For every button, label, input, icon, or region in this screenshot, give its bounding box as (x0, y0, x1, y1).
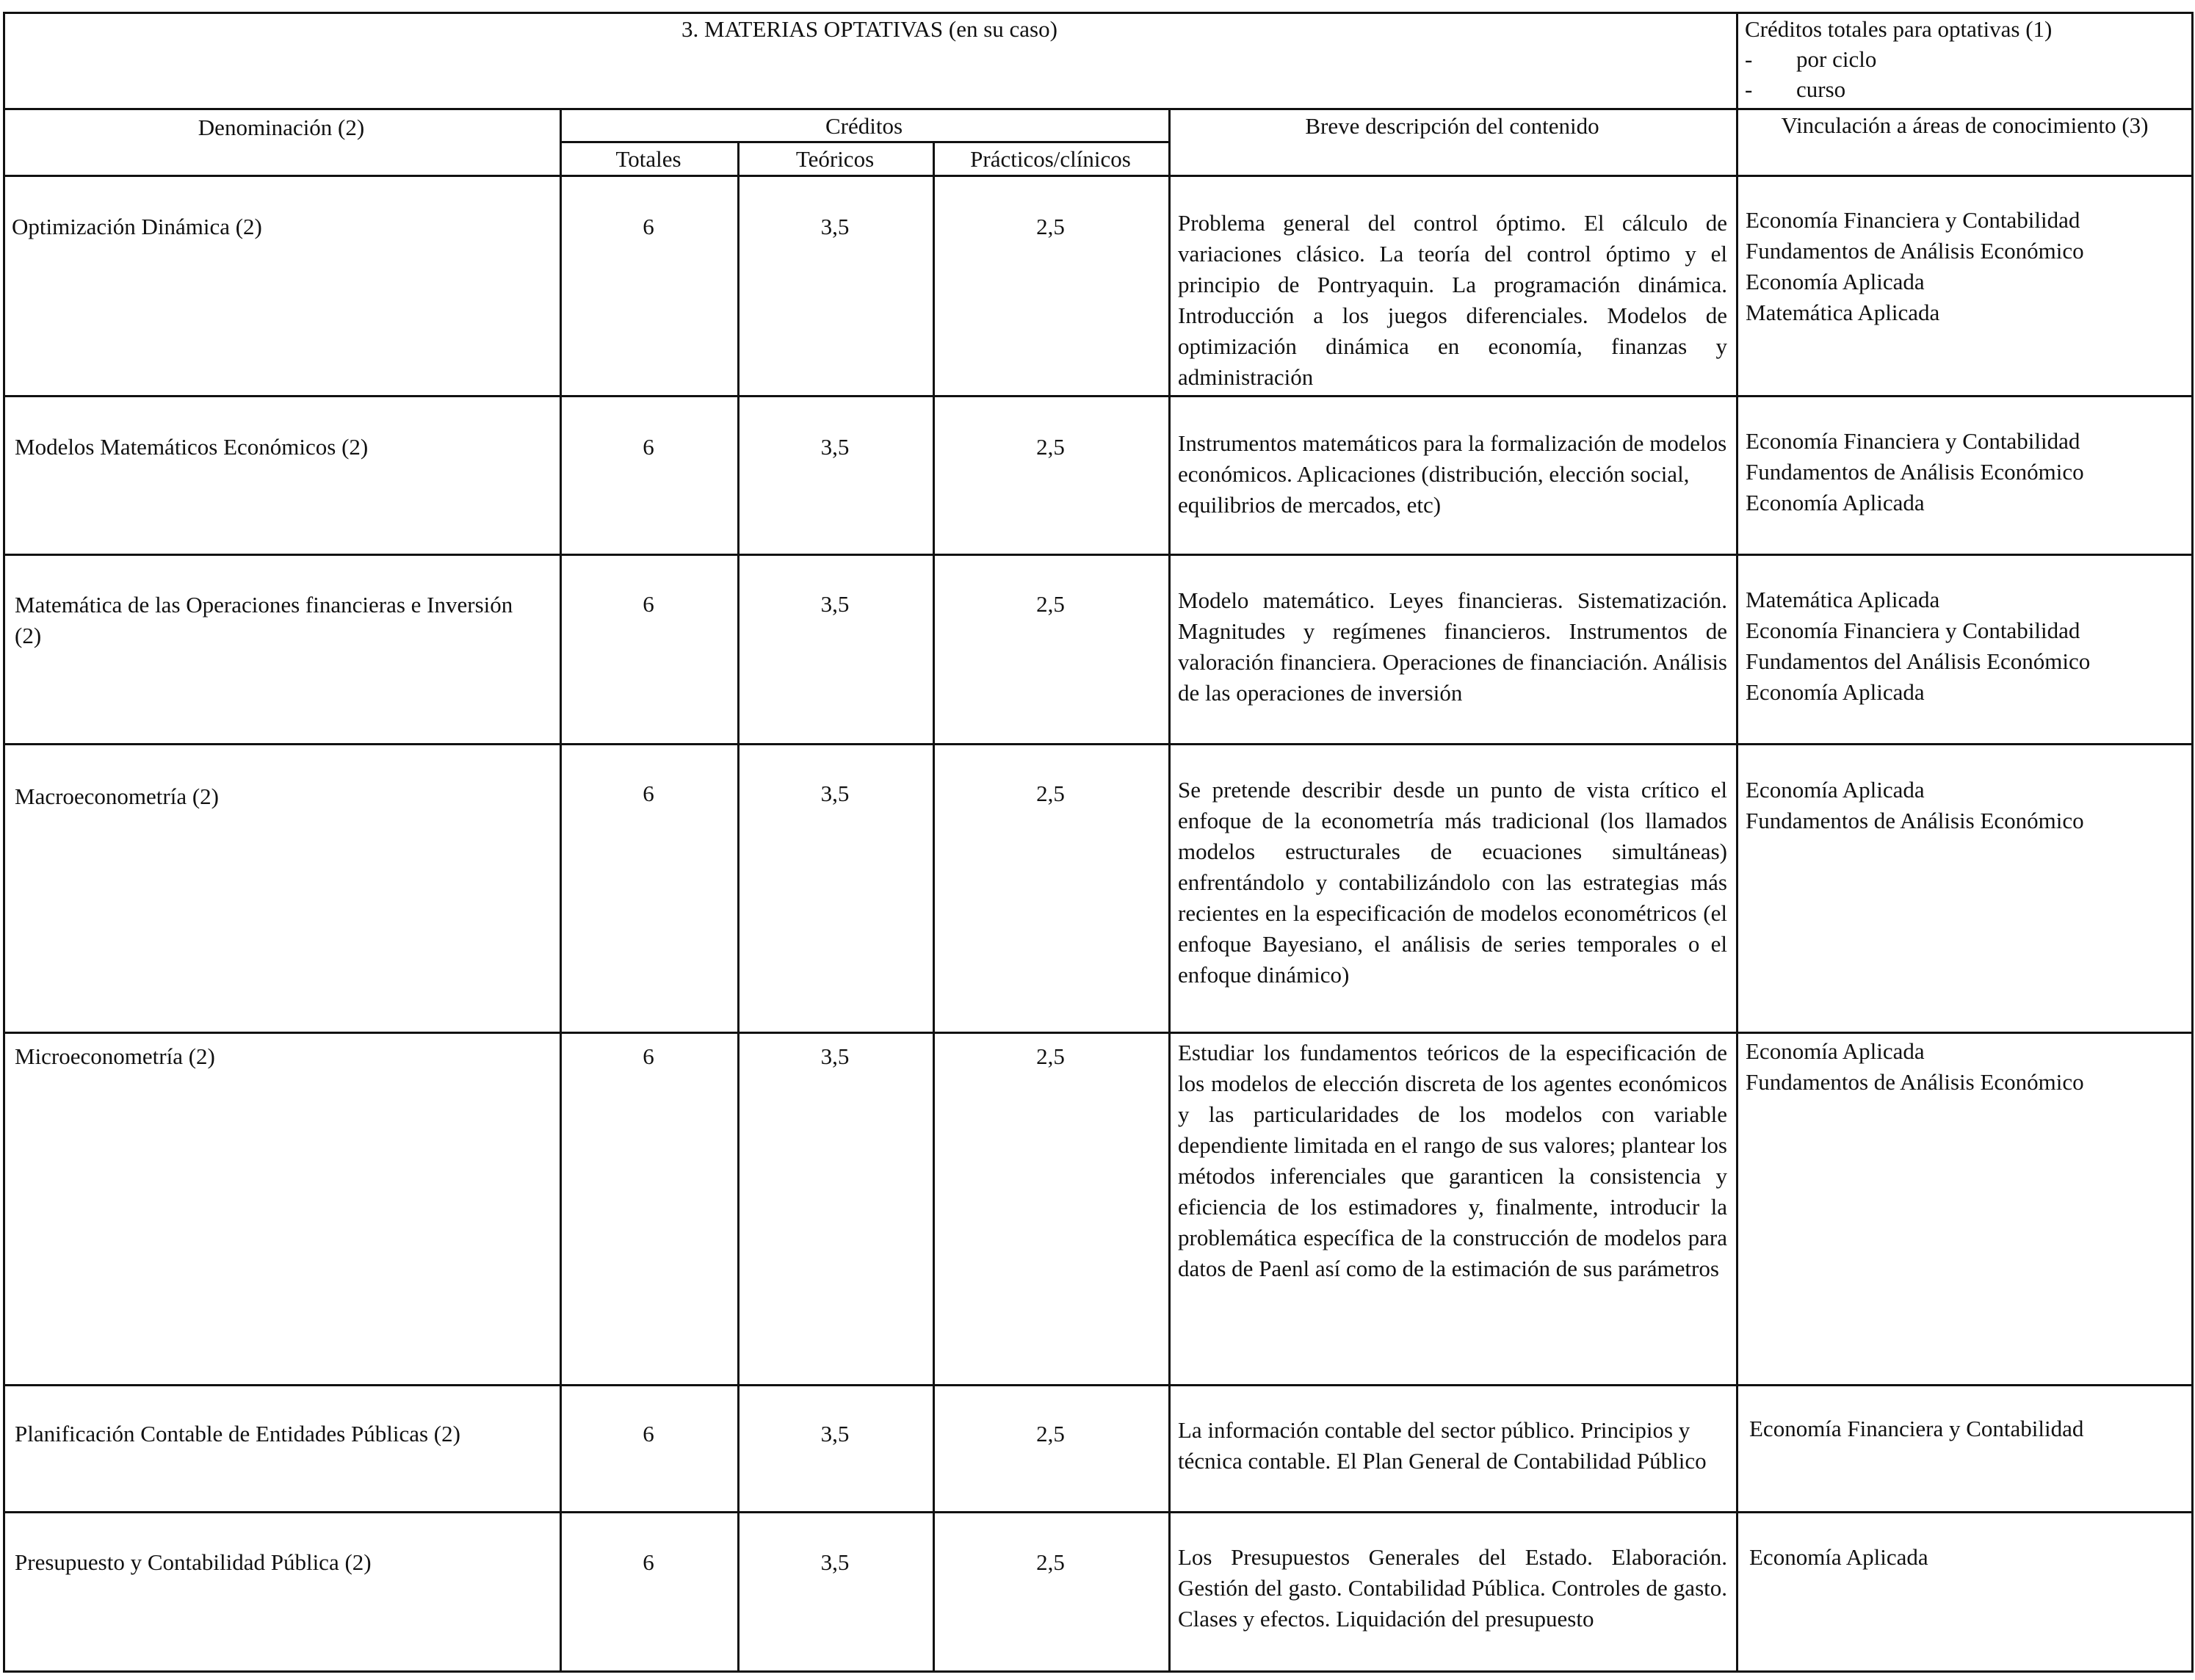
col-descripcion: Breve descripción del contenido (1305, 113, 1599, 139)
credits-item-label: curso (1796, 76, 1846, 102)
subject-name: Planificación Contable de Entidades Públicas (2) (15, 1421, 460, 1447)
area-item: Fundamentos de Análisis Económico (1746, 1069, 2084, 1095)
subject-name: Macroeconometría (2) (15, 783, 220, 809)
credits-item-por-ciclo (1745, 44, 1876, 75)
col-practicos: Prácticos/clínicos (970, 146, 1131, 172)
subject-description: Problema general del control óptimo. El cálculo de variaciones clásico. La teoría del control óptimo y el principio de Pontryaquin. La programación dinámica. Introducción a los juegos diferenciales. Modelos de optimización dinámica en economía, finanzas y administración (1178, 210, 1727, 390)
rule (1168, 108, 1171, 1673)
area-item: Fundamentos de Análisis Económico (1746, 808, 2084, 833)
area-item: Fundamentos de Análisis Económico (1746, 459, 2084, 485)
area-item: Economía Financiera y Contabilidad (1746, 428, 2080, 454)
credits-teoricos: 3,5 (820, 1549, 850, 1575)
dash: - (1745, 76, 1753, 102)
rule (3, 175, 2194, 177)
credits-practicos: 2,5 (1036, 1421, 1065, 1447)
credits-practicos: 2,5 (1036, 434, 1065, 460)
subject-description: La información contable del sector público. Principios y técnica contable. El Plan General de Contabilidad Público (1178, 1417, 1707, 1474)
credits-totales: 6 (643, 1421, 654, 1447)
area-item: Economía Aplicada (1746, 269, 1925, 294)
credits-practicos: 2,5 (1036, 1549, 1065, 1575)
subject-description: Estudiar los fundamentos teóricos de la especificación de los modelos de elección discreta de los agentes económicos y las particularidades de los modelos con variable dependiente limitada en el rango de sus valores; plantear los métodos inferenciales que garanticen la consistencia y eficiencia de los estimadores y, finalmente, introducir la problemática específica de la construcción de modelos para datos de Paenl así como de la estimación de sus parámetros (1178, 1040, 1727, 1281)
col-totales: Totales (615, 146, 681, 172)
section-title: 3. MATERIAS OPTATIVAS (en su caso) (681, 16, 1057, 42)
subject-description: Los Presupuestos Generales del Estado. Elaboración. Gestión del gasto. Contabilidad Pública. Controles de gasto. Clases y efectos. Liquidación del presupuesto (1178, 1544, 1727, 1632)
area-item: Matemática Aplicada (1746, 300, 1940, 325)
rule (3, 108, 2194, 110)
subject-name: Matemática de las Operaciones financieras e Inversión (2) (15, 592, 513, 648)
area-item: Economía Financiera y Contabilidad (1749, 1416, 2084, 1441)
subject-name: Microeconometría (2) (15, 1043, 215, 1069)
dash: - (1745, 46, 1753, 72)
col-teoricos: Teóricos (795, 146, 875, 172)
rule (3, 1384, 2194, 1386)
subject-description: Se pretende describir desde un punto de vista crítico el enfoque de la econometría más tradicional (los llamados modelos estructurales de ecuaciones simultáneas) enfrentándolo y contabilizándolo con las estrategias más recientes en la especificación de modelos econométricos (el enfoque Bayesiano, el análisis de series temporales o el enfoque dinámico) (1178, 777, 1727, 988)
rule (3, 1511, 2194, 1513)
credits-item-curso (1745, 74, 1845, 105)
credits-practicos: 2,5 (1036, 591, 1065, 617)
area-item: Economía Financiera y Contabilidad (1746, 207, 2080, 233)
credits-teoricos: 3,5 (820, 781, 850, 806)
credits-teoricos: 3,5 (820, 591, 850, 617)
credits-item-label: por ciclo (1796, 46, 1877, 72)
area-item: Fundamentos de Análisis Económico (1746, 238, 2084, 264)
credits-totales: 6 (643, 434, 654, 460)
col-vinculacion: Vinculación a áreas de conocimiento (3) (1781, 112, 2149, 138)
area-item: Matemática Aplicada (1746, 587, 1940, 612)
rule (3, 395, 2194, 397)
credits-total-label: Créditos totales para optativas (1) (1745, 16, 2053, 42)
rule (1736, 12, 1738, 1673)
subject-description: Instrumentos matemáticos para la formalización de modelos económicos. Aplicaciones (distribución, elección social, equilibrios de mercados, etc) (1178, 430, 1727, 518)
subject-name: Modelos Matemáticos Económicos (2) (15, 434, 369, 460)
area-item: Fundamentos del Análisis Económico (1746, 648, 2091, 674)
area-item: Economía Aplicada (1746, 490, 1925, 515)
rule (3, 12, 5, 1673)
credits-totales: 6 (643, 1043, 654, 1069)
col-denominacion: Denominación (2) (198, 115, 365, 140)
credits-practicos: 2,5 (1036, 781, 1065, 806)
credits-teoricos: 3,5 (820, 1421, 850, 1447)
credits-teoricos: 3,5 (820, 214, 850, 239)
area-item: Economía Aplicada (1746, 679, 1925, 705)
area-item: Economía Aplicada (1746, 1038, 1925, 1064)
area-item: Economía Aplicada (1746, 777, 1925, 803)
subject-name: Presupuesto y Contabilidad Pública (2) (15, 1549, 372, 1575)
credits-totales: 6 (643, 781, 654, 806)
credits-practicos: 2,5 (1036, 1043, 1065, 1069)
subject-name: Optimización Dinámica (2) (12, 214, 262, 239)
credits-practicos: 2,5 (1036, 214, 1065, 239)
subject-description: Modelo matemático. Leyes financieras. Sistematización. Magnitudes y regímenes financieros. Instrumentos de valoración financiera. Operaciones de financiación. Análisis de las operaciones de inversión (1178, 587, 1727, 706)
credits-totales: 6 (643, 214, 654, 239)
credits-teoricos: 3,5 (820, 434, 850, 460)
rule (3, 743, 2194, 745)
area-item: Economía Aplicada (1749, 1544, 1928, 1570)
credits-totales: 6 (643, 1549, 654, 1575)
rule (2191, 12, 2194, 1673)
credits-teoricos: 3,5 (820, 1043, 850, 1069)
col-creditos: Créditos (825, 113, 903, 139)
area-item: Economía Financiera y Contabilidad (1746, 618, 2080, 643)
credits-totales: 6 (643, 591, 654, 617)
rule (3, 554, 2194, 556)
rule (3, 1670, 2194, 1673)
rule (3, 1032, 2194, 1034)
